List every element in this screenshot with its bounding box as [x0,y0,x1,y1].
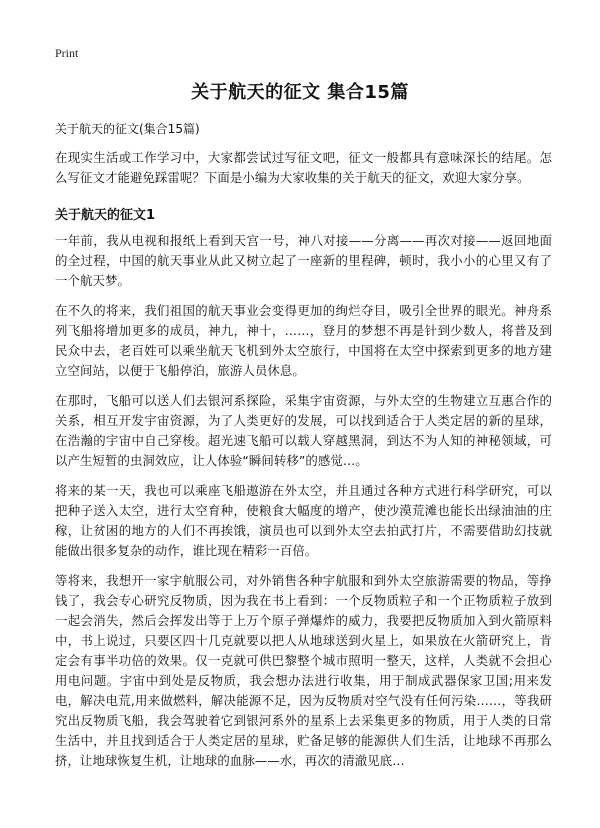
body-paragraph: 在不久的将来，我们祖国的航天事业会变得更加的绚烂夺目，吸引全世界的眼光。神舟系列飞船将增加更多的成员，神九，神十，……，登月的梦想不再是针到少数人，将普及到民众中去，老百姓可以乘坐航天飞机到外太空旅行，中国将在太空中探索到更多的地方建立空间站，以便于飞船停泊，旅游人员休息。 [55,303,552,378]
print-link[interactable]: Print [55,46,79,60]
body-paragraph: 将来的某一天，我也可以乘座飞船遨游在外太空，并且通过各种方式进行科学研究，可以把种子送入太空，进行太空育种，使粮食大幅度的增产，使沙漠荒滩也能长出绿油油的庄稼，让贫困的地方的人们不再挨饿，演员也可以到外太空去拍武打片，不需要借助幻技就能做出很多复杂的动作，谁比现在精彩一百倍。 [55,483,552,558]
article-body [55,148,552,781]
page-title: 关于航天的征文 集合15篇 [191,82,409,103]
document-subtitle: 关于航天的征文(集合15篇) [55,122,200,136]
body-paragraph: 一年前，我从电视和报纸上看到天宫一号，神八对接——分离——再次对接——返回地面的全过程，中国的航天事业从此又树立起了一座新的里程碑，顿时，我小小的心里又有了一个航天梦。 [55,233,552,288]
body-paragraph: 在那时，飞船可以送人们去银河系探险，采集宇宙资源，与外太空的生物建立互惠合作的关系，相互开发宇宙资源，为了人类更好的发展，可以找到适合于人类定居的新的星球，在浩瀚的宇宙中自己穿梭。超光速飞船可以载人穿越黑洞，到达不为人知的神秘领域，可以产生短暂的虫洞效应，让人体验“瞬间转移”的感觉…。 [55,393,552,468]
intro-paragraph: 在现实生活或工作学习中，大家都尝试过写征文吧，征文一般都具有意味深长的结尾。怎么写征文才能避免踩雷呢？下面是小编为大家收集的关于航天的征文，欢迎大家分享。 [55,150,552,185]
body-paragraph: 等将来，我想开一家宇航服公司，对外销售各种宇航服和到外太空旅游需要的物品，等挣钱了，我会专心研究反物质，因为我在书上看到：一个反物质粒子和一个正物质粒子放到一起会消失，然后会挥发出等于上万个原子弹爆炸的威力，我要把反物质加入到火箭原料中，书上说过，只要区四十几克就要以把人从地球送到火星上，如果放在火箭研究上，肯定会有事半功倍的效果。仅一克就可供巴黎整个城市照明一整天，这样，人类就不会担心用电问题。宇宙中到处是反物质，我会想办法进行收集，用于制成武器保家卫国;用来发电，解决电荒,用来做燃料，解决能源不足，因为反物质对空气没有任何污染……，等我研究出反物质飞船，我会驾驶着它到银河系外的星系上去采集更多的物质，用于人类的日常生活中，并且找到适合于人类定居的星球，贮备足够的能源供人们生活，让地球不再那么挤，让地球恢复生机，让地球的血脉——水，再次的清澈见底… [55,573,552,768]
section-heading: 关于航天的征文1 [55,208,156,223]
